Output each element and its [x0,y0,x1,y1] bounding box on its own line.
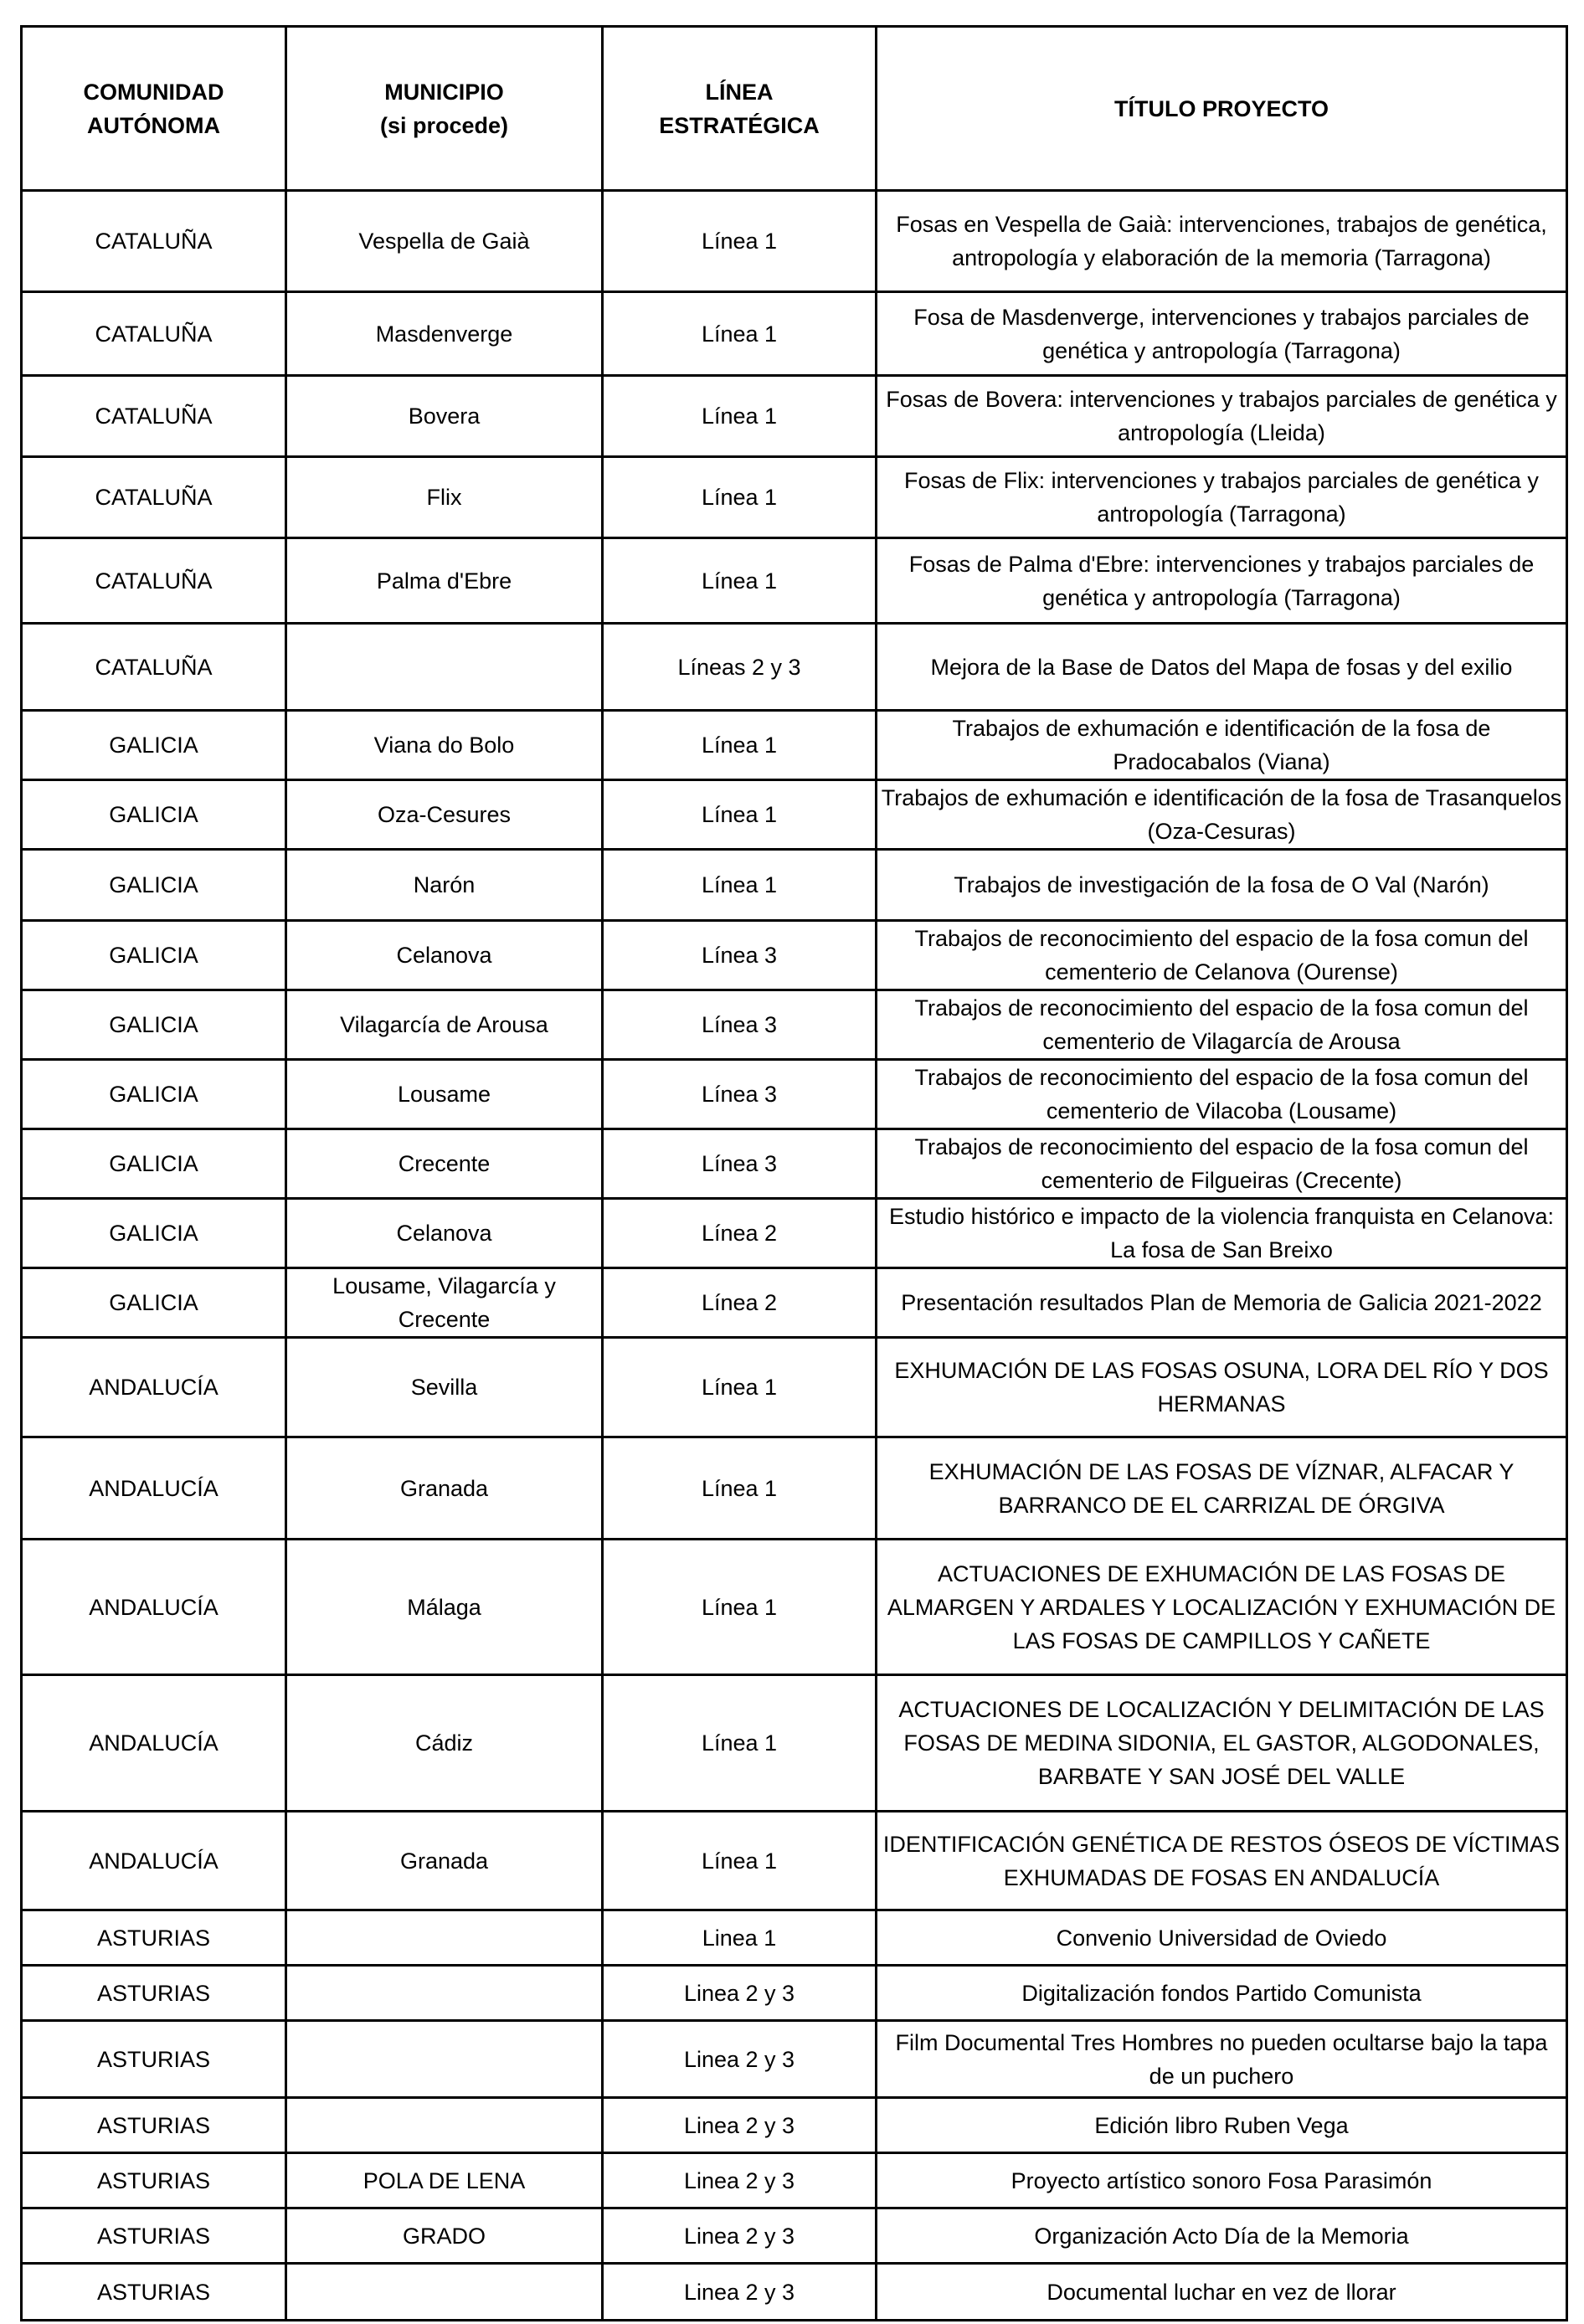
cell-titulo: Trabajos de reconocimiento del espacio de la fosa comun del cementerio de Filgueiras (Crecente) [877,1129,1567,1199]
cell-linea: Línea 1 [603,1812,877,1910]
cell-municipio: Masdenverge [286,292,603,376]
header-titulo-line1: TÍTULO PROYECTO [1113,95,1329,121]
cell-comunidad: GALICIA [22,990,286,1060]
cell-municipio: Celanova [286,1199,603,1268]
table-row [22,1966,1567,2021]
header-titulo [877,27,1567,191]
table-row [22,538,1567,624]
cell-titulo: Fosas en Vespella de Gaià: intervenciones, trabajos de genética, antropología y elaboración de la memoria (Tarragona) [877,191,1567,292]
cell-titulo: Fosas de Palma d'Ebre: intervenciones y trabajos parciales de genética y antropología (Tarragona) [877,538,1567,624]
cell-titulo: Trabajos de investigación de la fosa de O Val (Narón) [877,850,1567,921]
header-municipio-line2: (si procede) [379,112,509,138]
cell-comunidad: CATALUÑA [22,457,286,538]
cell-municipio: Vespella de Gaià [286,191,603,292]
cell-titulo: Film Documental Tres Hombres no pueden ocultarse bajo la tapa de un puchero [877,2021,1567,2098]
cell-linea: Línea 1 [603,538,877,624]
header-linea-line1: LÍNEA [705,79,774,105]
cell-comunidad: ASTURIAS [22,2208,286,2264]
cell-municipio: Lousame [286,1060,603,1129]
cell-comunidad: ASTURIAS [22,2264,286,2321]
table-row [22,624,1567,711]
cell-titulo: Fosa de Masdenverge, intervenciones y trabajos parciales de genética y antropología (Tarragona) [877,292,1567,376]
cell-comunidad: GALICIA [22,1060,286,1129]
cell-municipio [286,1910,603,1966]
cell-municipio: POLA DE LENA [286,2153,603,2208]
cell-municipio: Flix [286,457,603,538]
cell-linea: Línea 1 [603,850,877,921]
cell-titulo: Organización Acto Día de la Memoria [877,2208,1567,2264]
cell-linea: Linea 2 y 3 [603,2021,877,2098]
cell-titulo: Trabajos de reconocimiento del espacio de la fosa comun del cementerio de Celanova (Ourense) [877,921,1567,990]
cell-municipio: Málaga [286,1540,603,1675]
table-row [22,1675,1567,1812]
cell-comunidad: GALICIA [22,780,286,850]
cell-titulo: Digitalización fondos Partido Comunista [877,1966,1567,2021]
table-row [22,1129,1567,1199]
table-row [22,850,1567,921]
table-row [22,457,1567,538]
cell-municipio: Sevilla [286,1338,603,1437]
cell-linea: Línea 1 [603,376,877,457]
cell-titulo: Estudio histórico e impacto de la violencia franquista en Celanova: La fosa de San Breixo [877,1199,1567,1268]
cell-comunidad: ASTURIAS [22,1910,286,1966]
cell-linea: Línea 1 [603,191,877,292]
cell-linea: Línea 3 [603,1060,877,1129]
table-row [22,2098,1567,2153]
cell-municipio: Cádiz [286,1675,603,1812]
header-comunidad-line2: AUTÓNOMA [87,112,220,138]
cell-titulo: Documental luchar en vez de llorar [877,2264,1567,2321]
cell-linea: Línea 2 [603,1199,877,1268]
table-row [22,1437,1567,1540]
table-row [22,990,1567,1060]
header-linea [603,27,877,191]
cell-municipio [286,2264,603,2321]
cell-comunidad: GALICIA [22,711,286,780]
cell-comunidad: CATALUÑA [22,292,286,376]
cell-linea: Línea 1 [603,1540,877,1675]
cell-linea: Línea 1 [603,711,877,780]
table-row [22,1910,1567,1966]
projects-table [20,25,1568,2321]
cell-titulo: Trabajos de reconocimiento del espacio de la fosa comun del cementerio de Vilagarcía de Arousa [877,990,1567,1060]
cell-titulo: EXHUMACIÓN DE LAS FOSAS DE VÍZNAR, ALFACAR Y BARRANCO DE EL CARRIZAL DE ÓRGIVA [877,1437,1567,1540]
header-row [22,27,1567,191]
cell-linea: Linea 2 y 3 [603,2098,877,2153]
cell-municipio: Oza-Cesures [286,780,603,850]
cell-titulo: Edición libro Ruben Vega [877,2098,1567,2153]
cell-linea: Línea 1 [603,1338,877,1437]
cell-comunidad: GALICIA [22,1199,286,1268]
table-row [22,1540,1567,1675]
cell-municipio [286,1966,603,2021]
cell-titulo: Fosas de Bovera: intervenciones y trabajos parciales de genética y antropología (Lleida) [877,376,1567,457]
cell-titulo: Mejora de la Base de Datos del Mapa de fosas y del exilio [877,624,1567,711]
cell-linea: Línea 1 [603,457,877,538]
cell-titulo: Trabajos de exhumación e identificación de la fosa de Pradocabalos (Viana) [877,711,1567,780]
table-body [22,191,1567,2321]
header-linea-line2: ESTRATÉGICA [659,112,820,138]
table-row [22,780,1567,850]
cell-comunidad: CATALUÑA [22,376,286,457]
cell-linea: Líneas 2 y 3 [603,624,877,711]
cell-comunidad: CATALUÑA [22,191,286,292]
cell-comunidad: ASTURIAS [22,2098,286,2153]
cell-linea: Línea 1 [603,1675,877,1812]
table-row [22,2264,1567,2321]
cell-municipio [286,2021,603,2098]
cell-municipio: Palma d'Ebre [286,538,603,624]
cell-titulo: EXHUMACIÓN DE LAS FOSAS OSUNA, LORA DEL RÍO Y DOS HERMANAS [877,1338,1567,1437]
cell-comunidad: ASTURIAS [22,2153,286,2208]
table-row [22,191,1567,292]
table-row [22,2208,1567,2264]
table-row [22,1338,1567,1437]
table-row [22,921,1567,990]
cell-titulo: Fosas de Flix: intervenciones y trabajos parciales de genética y antropología (Tarragona) [877,457,1567,538]
cell-linea: Linea 1 [603,1910,877,1966]
cell-municipio: Granada [286,1437,603,1540]
header-municipio-line1: MUNICIPIO [384,79,504,105]
table-row [22,1268,1567,1338]
cell-linea: Línea 2 [603,1268,877,1338]
cell-titulo: ACTUACIONES DE LOCALIZACIÓN Y DELIMITACIÓN DE LAS FOSAS DE MEDINA SIDONIA, EL GASTOR, ALGODONALES, BARBATE Y SAN JOSÉ DEL VALLE [877,1675,1567,1812]
cell-comunidad: ASTURIAS [22,1966,286,2021]
cell-municipio: GRADO [286,2208,603,2264]
cell-comunidad: ASTURIAS [22,2021,286,2098]
table-row [22,2153,1567,2208]
cell-titulo: Presentación resultados Plan de Memoria de Galicia 2021-2022 [877,1268,1567,1338]
cell-titulo: ACTUACIONES DE EXHUMACIÓN DE LAS FOSAS DE ALMARGEN Y ARDALES Y LOCALIZACIÓN Y EXHUMACIÓN DE LAS FOSAS DE CAMPILLOS Y CAÑETE [877,1540,1567,1675]
cell-comunidad: GALICIA [22,1268,286,1338]
cell-municipio: Viana do Bolo [286,711,603,780]
cell-linea: Línea 3 [603,921,877,990]
cell-municipio [286,624,603,711]
cell-comunidad: ANDALUCÍA [22,1540,286,1675]
cell-comunidad: GALICIA [22,850,286,921]
cell-linea: Línea 1 [603,1437,877,1540]
cell-titulo: IDENTIFICACIÓN GENÉTICA DE RESTOS ÓSEOS DE VÍCTIMAS EXHUMADAS DE FOSAS EN ANDALUCÍA [877,1812,1567,1910]
cell-comunidad: CATALUÑA [22,538,286,624]
cell-comunidad: GALICIA [22,1129,286,1199]
cell-comunidad: ANDALUCÍA [22,1338,286,1437]
cell-titulo: Convenio Universidad de Oviedo [877,1910,1567,1966]
cell-comunidad: CATALUÑA [22,624,286,711]
cell-linea: Linea 2 y 3 [603,2153,877,2208]
cell-municipio: Granada [286,1812,603,1910]
cell-titulo: Proyecto artístico sonoro Fosa Parasimón [877,2153,1567,2208]
cell-municipio: Lousame, Vilagarcía y Crecente [286,1268,603,1338]
cell-linea: Línea 3 [603,1129,877,1199]
cell-municipio: Narón [286,850,603,921]
cell-linea: Linea 2 y 3 [603,2208,877,2264]
cell-comunidad: GALICIA [22,921,286,990]
cell-municipio: Crecente [286,1129,603,1199]
header-comunidad-line1: COMUNIDAD [83,79,224,105]
cell-titulo: Trabajos de reconocimiento del espacio de la fosa comun del cementerio de Vilacoba (Lousame) [877,1060,1567,1129]
table-row [22,711,1567,780]
cell-comunidad: ANDALUCÍA [22,1675,286,1812]
cell-municipio: Celanova [286,921,603,990]
table-row [22,1060,1567,1129]
cell-municipio [286,2098,603,2153]
cell-municipio: Vilagarcía de Arousa [286,990,603,1060]
cell-comunidad: ANDALUCÍA [22,1812,286,1910]
cell-linea: Linea 2 y 3 [603,2264,877,2321]
cell-linea: Línea 1 [603,780,877,850]
table-row [22,2021,1567,2098]
cell-comunidad: ANDALUCÍA [22,1437,286,1540]
cell-linea: Línea 3 [603,990,877,1060]
header-municipio [286,27,603,191]
cell-linea: Linea 2 y 3 [603,1966,877,2021]
cell-municipio: Bovera [286,376,603,457]
table-row [22,1812,1567,1910]
header-comunidad [22,27,286,191]
table-row [22,1199,1567,1268]
table-row [22,376,1567,457]
cell-linea: Línea 1 [603,292,877,376]
cell-titulo: Trabajos de exhumación e identificación de la fosa de Trasanquelos (Oza-Cesuras) [877,780,1567,850]
table-row [22,292,1567,376]
